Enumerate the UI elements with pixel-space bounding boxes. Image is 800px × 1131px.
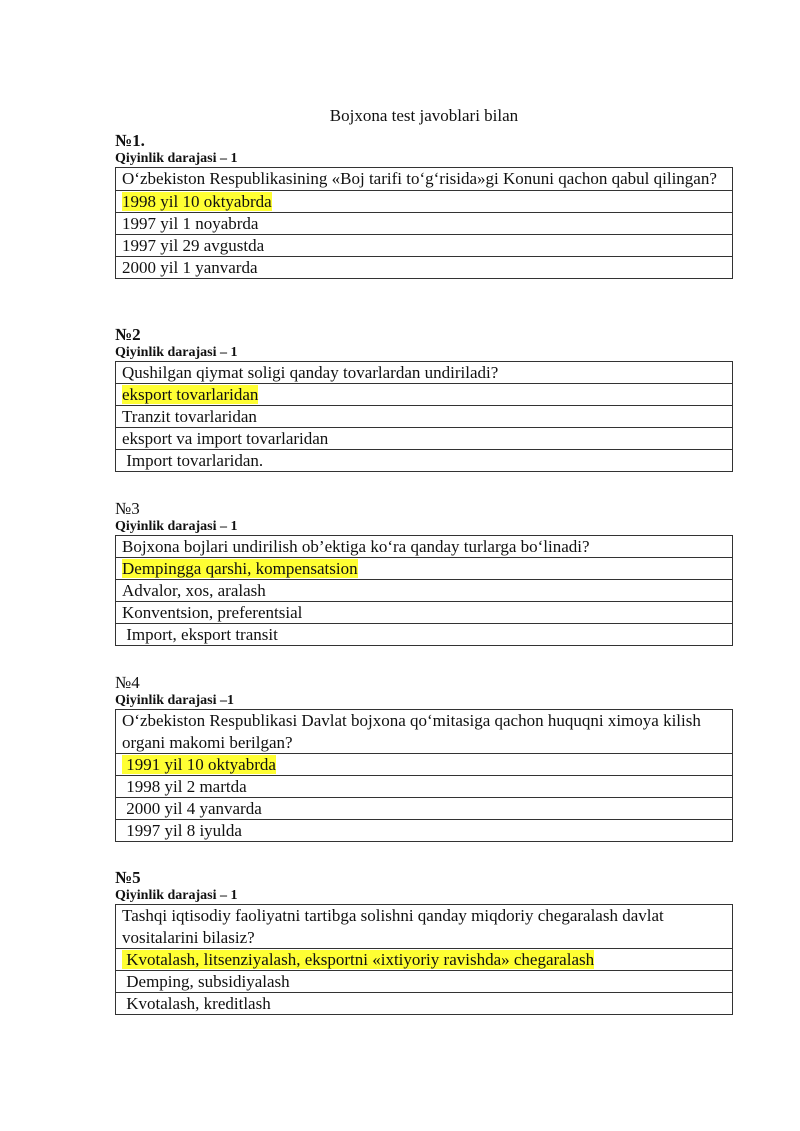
question-block-3 [115,499,733,646]
question-block-2 [115,325,733,472]
question-number: №5 [115,868,141,887]
answer-option [116,405,732,427]
question-block-5 [115,868,733,1015]
answer-option [116,819,732,841]
question-block-1 [115,131,733,279]
answer-option [116,601,732,623]
answer-text: 1997 yil 1 noyabrda [122,213,259,233]
answer-text: Demping, subsidiyalash [122,972,290,991]
answer-option [116,775,732,797]
document-title: Bojxona test javoblari bilan [329,106,519,125]
question-table [115,535,733,646]
question-table [115,167,733,279]
answer-text: 1998 yil 10 oktyabrda [122,191,272,211]
question-number: №2 [115,325,141,344]
answer-text: eksport tovarlaridan [122,385,259,404]
question-number: №1. [115,131,145,150]
answer-option-correct [116,948,732,970]
answer-text: Kvotalash, litsenziyalash, eksportni «ixtiyoriy ravishda» chegaralash [122,950,595,969]
answer-text: Advalor, xos, aralash [122,581,266,600]
answer-option [116,256,732,278]
question-text: Bojxona bojlari undirilish ob’ektiga ko‘ra qanday turlarga bo‘linadi? [122,537,590,556]
difficulty-level: Qiyinlik darajasi – 1 [115,345,238,360]
answer-text: 1998 yil 2 martda [122,777,247,796]
answer-text: Import tovarlaridan. [122,451,264,470]
question-table [115,361,733,472]
question-text: Qushilgan qiymat soligi qanday tovarlardan undiriladi? [122,363,499,382]
answer-option-correct [116,557,732,579]
answer-option-correct [116,383,732,405]
question-table [115,709,733,842]
answer-text: Import, eksport transit [122,625,278,644]
answer-option-correct [116,190,732,212]
difficulty-level: Qiyinlik darajasi – 1 [115,519,238,534]
question-number: №3 [115,499,140,518]
question-text: O‘zbekiston Respublikasi Davlat bojxona qo‘mitasiga qachon huquqni ximoya kilish organi makomi berilgan? [122,711,701,752]
answer-text: 1997 yil 8 iyulda [122,821,242,840]
answer-option [116,449,732,471]
difficulty-level: Qiyinlik darajasi – 1 [115,888,238,903]
question-number: №4 [115,673,140,692]
answer-option [116,427,732,449]
answer-option [116,992,732,1014]
answer-text: 1997 yil 29 avgustda [122,235,265,255]
answer-text: Dempingga qarshi, kompensatsion [122,559,358,578]
answer-text: 2000 yil 1 yanvarda [122,257,258,277]
question-text: Tashqi iqtisodiy faoliyatni tartibga solishni qanday miqdoriy chegaralash davlat vositalarini bilasiz? [122,906,664,947]
answer-text: Tranzit tovarlaridan [122,407,257,426]
answer-text: 2000 yil 4 yanvarda [122,799,262,818]
answer-option [116,623,732,645]
question-block-4 [115,673,733,842]
answer-text: 1991 yil 10 oktyabrda [122,755,276,774]
answer-option [116,212,732,234]
answer-option [116,579,732,601]
question-text: O‘zbekiston Respublikasining «Boj tarifi to‘g‘risida»gi Konuni qachon qabul qilingan? [122,169,717,188]
difficulty-level: Qiyinlik darajasi –1 [115,693,235,708]
answer-text: eksport va import tovarlaridan [122,429,329,448]
answer-option [116,797,732,819]
answer-option [116,970,732,992]
answer-option [116,234,732,256]
question-table [115,904,733,1015]
answer-text: Kvotalash, kreditlash [122,994,271,1013]
difficulty-level: Qiyinlik darajasi – 1 [115,151,238,166]
answer-option-correct [116,753,732,775]
answer-text: Konventsion, preferentsial [122,603,303,622]
